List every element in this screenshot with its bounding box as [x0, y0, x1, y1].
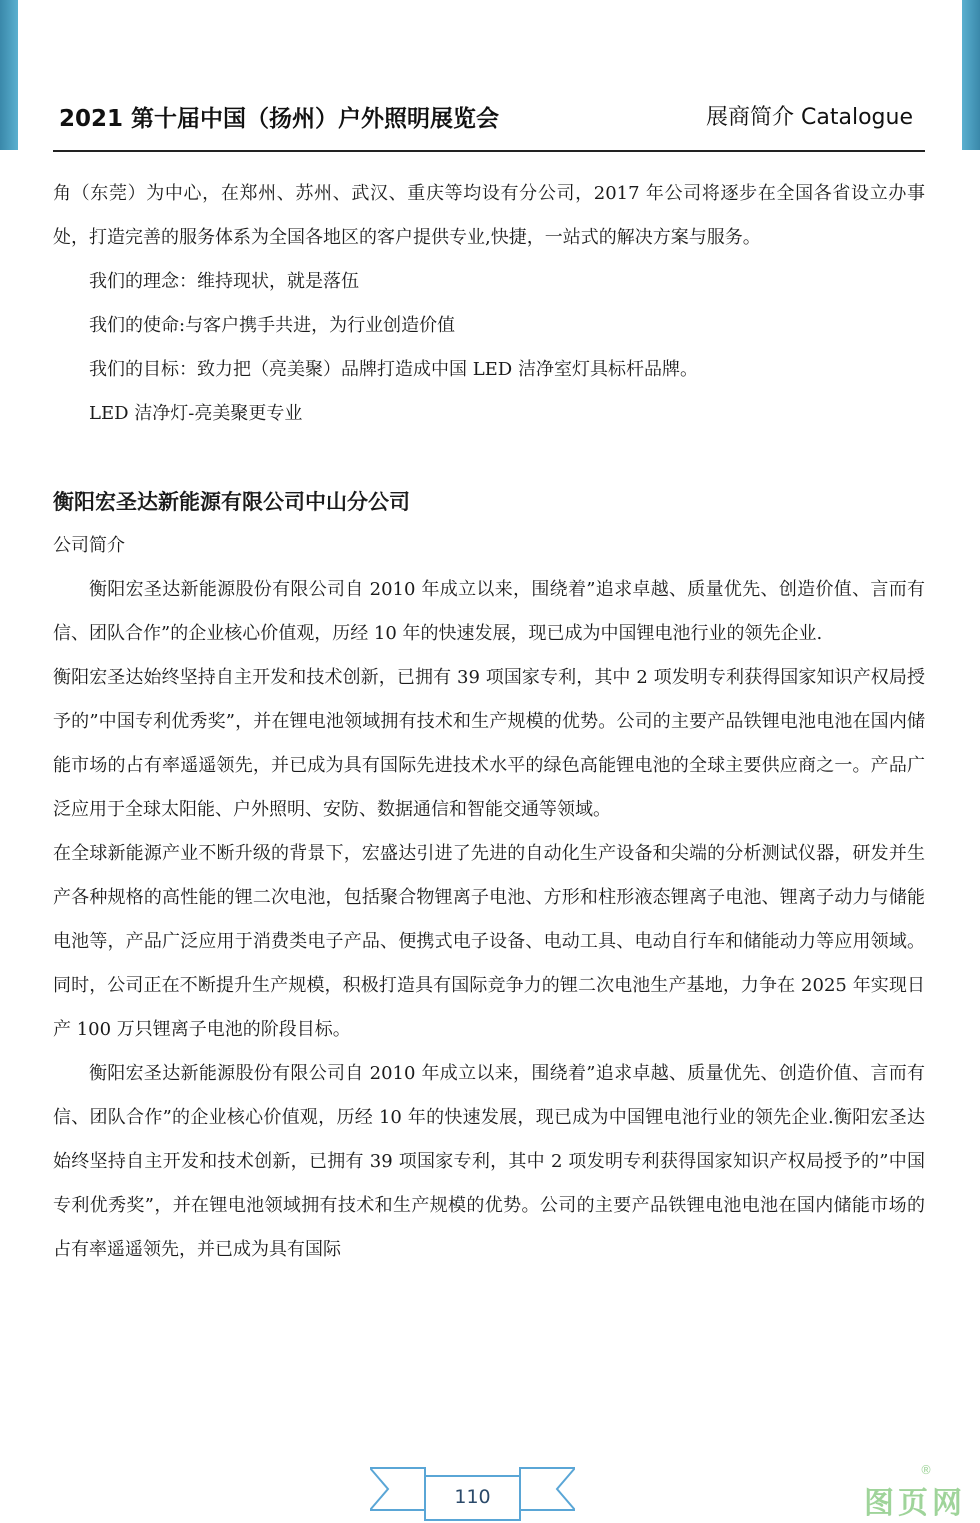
- watermark-logo: 图页网: [864, 1486, 966, 1521]
- header-catalogue-label: 展商简介 Catalogue: [706, 105, 913, 130]
- header-title: 2021 第十届中国（扬州）户外照明展览会: [59, 106, 500, 132]
- page-number: 110: [454, 1486, 491, 1508]
- left-edge-bar: [0, 0, 18, 150]
- registered-mark: ®: [920, 1463, 932, 1477]
- paragraph: 我们的使命:与客户携手共进，为行业创造价值: [89, 315, 456, 336]
- paragraph: 在全球新能源产业不断升级的背景下，宏盛达引进了先进的自动化生产设备和尖端的分析测试仪器，研发并生产各种规格的高性能的锂二次电池，包括聚合物锂离子电池、方形和柱形液态锂离子电池、锂离子动力与储能电池等，产品广泛应用于消费类电子产品、便携式电子设备、电动工具、电动自行车和储能动力等应用领域。同时，公司正在不断提升生产规模，积极打造具有国际竞争力的锂二次电池生产基地，力争在 2025 年实现日产 100 万只锂离子电池的阶段目标。: [53, 843, 925, 1040]
- paragraph: LED 洁净灯-亮美聚更专业: [89, 403, 303, 424]
- paragraph: 衡阳宏圣达新能源股份有限公司自 2010 年成立以来，围绕着”追求卓越、质量优先、创造价值、言而有信、团队合作”的企业核心价值观，历经 10 年的快速发展，现已成为中国锂电池行业的领先企业.: [53, 579, 925, 644]
- right-edge-bar: [962, 0, 980, 150]
- page-content: [53, 172, 925, 1272]
- paragraph: 我们的理念：维持现状，就是落伍: [89, 271, 359, 292]
- section-subtitle: 公司简介: [53, 535, 125, 556]
- page-header: [53, 98, 925, 152]
- paragraph: 角（东莞）为中心，在郑州、苏州、武汉、重庆等均设有分公司，2017 年公司将逐步在全国各省设立办事处，打造完善的服务体系为全国各地区的客户提供专业,快捷，一站式的解决方案与服务。: [53, 183, 925, 248]
- section-title: 衡阳宏圣达新能源有限公司中山分公司: [53, 490, 410, 514]
- paragraph: 我们的目标：致力把（亮美聚）品牌打造成中国 LED 洁净室灯具标杆品牌。: [89, 359, 698, 380]
- paragraph: 衡阳宏圣达始终坚持自主开发和技术创新，已拥有 39 项国家专利，其中 2 项发明专利获得国家知识产权局授予的”中国专利优秀奖”，并在锂电池领域拥有技术和生产规模的优势。公司的主要产品铁锂电池电池在国内储能市场的占有率遥遥领先，并已成为具有国际先进技术水平的绿色高能锂电池的全球主要供应商之一。产品广泛应用于全球太阳能、户外照明、安防、数据通信和智能交通等领域。: [53, 667, 925, 820]
- paragraph: 衡阳宏圣达新能源股份有限公司自 2010 年成立以来，围绕着”追求卓越、质量优先、创造价值、言而有信、团队合作”的企业核心价值观，历经 10 年的快速发展，现已成为中国锂电池行业的领先企业.衡阳宏圣达始终坚持自主开发和技术创新，已拥有 39 项国家专利，其中 2 项发明专利获得国家知识产权局授予的”中国专利优秀奖”，并在锂电池领域拥有技术和生产规模的优势。公司的主要产品铁锂电池电池在国内储能市场的占有率遥遥领先，并已成为具有国际: [53, 1063, 925, 1260]
